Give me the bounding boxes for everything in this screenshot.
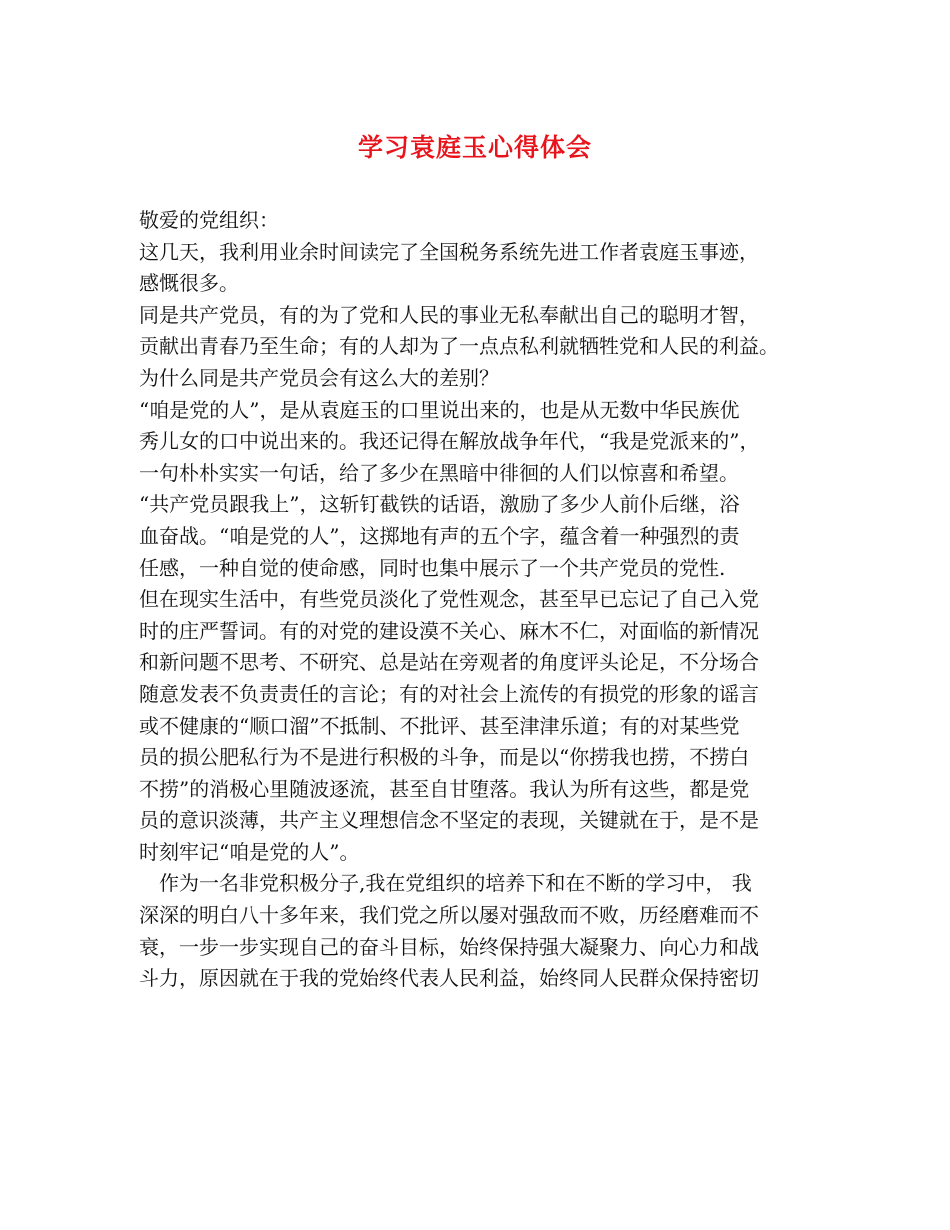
body-line: 随意发表不负责责任的言论；有的对社会上流传的有损党的形象的谣言 — [139, 681, 759, 706]
body-line: 但在现实生活中，有些党员淡化了党性观念，甚至早已忘记了自己入党 — [139, 587, 759, 612]
body-line: “咱是党的人”，是从袁庭玉的口里说出来的，也是从无数中华民族优 — [139, 397, 740, 422]
body-line: 秀儿女的口中说出来的。我还记得在解放战争年代，“我是党派来的”， — [139, 429, 760, 454]
body-line: 员的损公肥私行为不是进行积极的斗争，而是以“你捞我也捞，不捞白 — [139, 745, 750, 770]
body-line: “共产党员跟我上”，这斩钉截铁的话语，激励了多少人前仆后继，浴 — [139, 492, 740, 517]
body-line: 同是共产党员，有的为了党和人民的事业无私奉献出自己的聪明才智， — [139, 302, 759, 327]
body-line: 时的庄严誓词。有的对党的建设漠不关心、麻木不仁，对面临的新情况 — [139, 618, 759, 643]
body-line: 一句朴朴实实一句话，给了多少在黑暗中徘徊的人们以惊喜和希望。 — [139, 460, 739, 485]
body-line: 和新问题不思考、不研究、总是站在旁观者的角度评头论足，不分场合 — [139, 650, 759, 675]
body-line: 深深的明白八十多年来，我们党之所以屡对强敌而不败，历经磨难而不 — [139, 903, 759, 928]
body-line: 这几天，我利用业余时间读完了全国税务系统先进工作者袁庭玉事迹， — [139, 239, 759, 264]
body-line: 斗力，原因就在于我的党始终代表人民利益，始终同人民群众保持密切 — [139, 966, 759, 991]
body-line: 为什么同是共产党员会有这么大的差别？ — [139, 365, 499, 390]
body-line: 作为一名非党积极分子,我在党组织的培养下和在不断的学习中， 我 — [139, 871, 752, 896]
body-line: 或不健康的“顺口溜”不抵制、不批评、甚至津津乐道；有的对某些党 — [139, 713, 740, 738]
body-line: 时刻牢记“咱是党的人”。 — [139, 839, 360, 864]
body-line: 血奋战。“咱是党的人”，这掷地有声的五个字，蕴含着一种强烈的责 — [139, 523, 740, 548]
body-line: 敬爱的党组织： — [139, 208, 279, 232]
document-body — [139, 205, 819, 995]
body-line: 贡献出青春乃至生命；有的人却为了一点点私利就牺牲党和人民的利益。 — [139, 334, 779, 359]
body-line: 任感，一种自觉的使命感，同时也集中展示了一个共产党员的党性. — [139, 555, 726, 580]
body-line: 员的意识淡薄，共产主义理想信念不坚定的表现，关键就在于，是不是 — [139, 808, 759, 833]
body-line: 不捞”的消极心里随波逐流，甚至自甘堕落。我认为所有这些，都是党 — [139, 776, 750, 801]
body-line: 感慨很多。 — [139, 271, 239, 296]
body-line: 衰，一步一步实现自己的奋斗目标，始终保持强大凝聚力、向心力和战 — [139, 934, 759, 959]
document-title: 学习袁庭玉心得体会 — [357, 133, 592, 162]
